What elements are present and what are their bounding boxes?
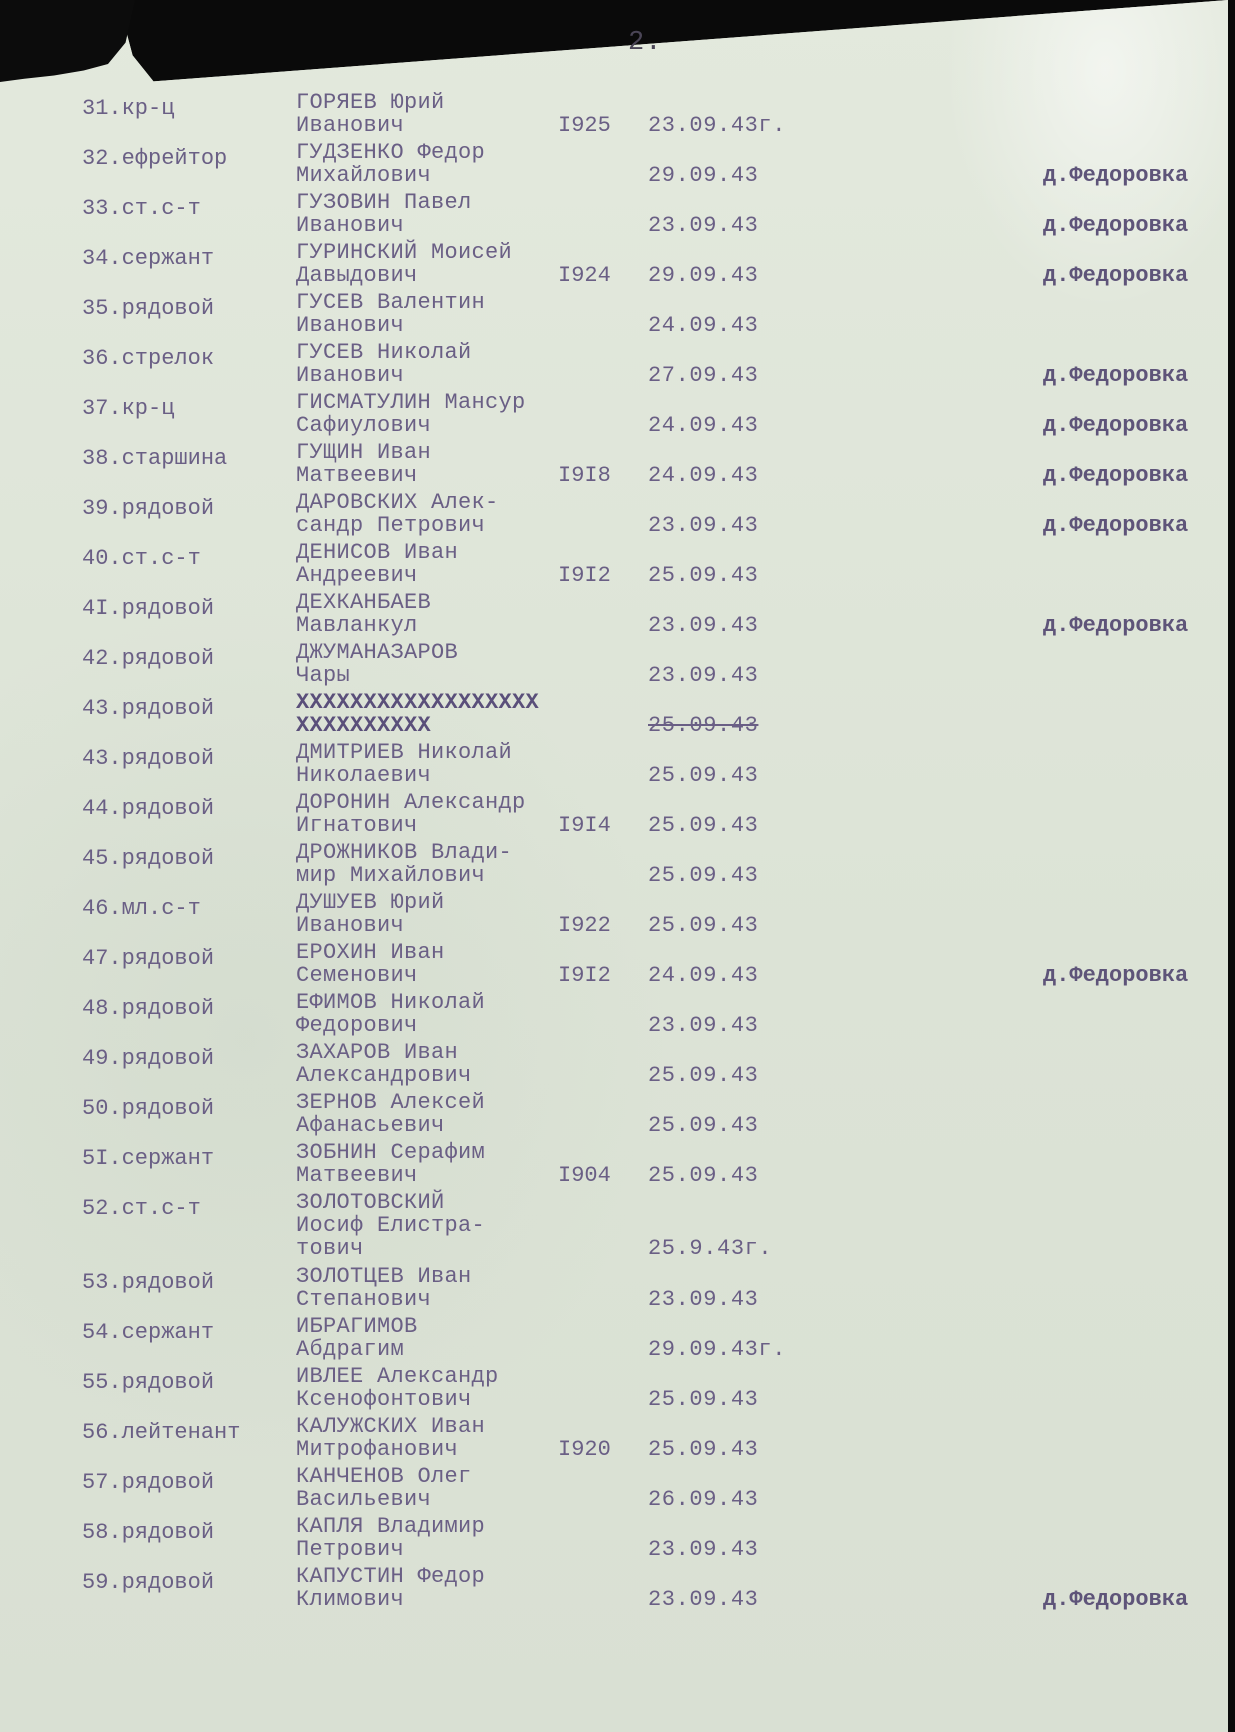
birth-year: I925 bbox=[558, 113, 611, 138]
rank-cell: 36.стрелок bbox=[82, 346, 215, 371]
burial-place: д.Федоровка bbox=[1043, 963, 1189, 988]
rank-cell: 47.рядовой bbox=[82, 946, 215, 971]
table-row bbox=[0, 1364, 1235, 1422]
table-row bbox=[0, 440, 1235, 498]
name-line-1: ГУЩИН Иван bbox=[296, 440, 432, 465]
name-line-1: ДРОЖНИКОВ Влади- bbox=[296, 840, 513, 865]
date-of-death: 23.09.43 bbox=[648, 513, 759, 538]
table-row bbox=[0, 90, 1235, 148]
rank-cell: 35.рядовой bbox=[82, 296, 215, 321]
date-of-death: 25.09.43 bbox=[648, 1113, 759, 1138]
date-of-death: 25.9.43г. bbox=[648, 1236, 773, 1261]
rank-cell: 49.рядовой bbox=[82, 1046, 215, 1071]
date-of-death: 23.09.43 bbox=[648, 1537, 759, 1562]
rank-cell: 56.лейтенант bbox=[82, 1420, 241, 1445]
name-line-2: Иванович bbox=[296, 363, 405, 388]
table-row bbox=[0, 1314, 1235, 1372]
date-of-death: 25.09.43 bbox=[648, 913, 759, 938]
name-line-1: ДМИТРИЕВ Николай bbox=[296, 740, 513, 765]
birth-year: I9I4 bbox=[558, 813, 611, 838]
table-row bbox=[0, 1264, 1235, 1322]
name-line-2: Михайлович bbox=[296, 163, 432, 188]
name-line-2: Андреевич bbox=[296, 563, 418, 588]
burial-place: д.Федоровка bbox=[1043, 513, 1189, 538]
name-line-2: Давыдович bbox=[296, 263, 418, 288]
table-row bbox=[0, 690, 1235, 748]
name-line-1: ДЕНИСОВ Иван bbox=[296, 540, 459, 565]
rank-cell: 55.рядовой bbox=[82, 1370, 215, 1395]
table-row bbox=[0, 990, 1235, 1048]
name-line-1: КАПЛЯ Владимир bbox=[296, 1514, 486, 1539]
rank-cell: 52.ст.с-т bbox=[82, 1196, 201, 1221]
table-row bbox=[0, 940, 1235, 998]
name-line-2: Петрович bbox=[296, 1537, 405, 1562]
date-of-death: 25.09.43 bbox=[648, 863, 759, 888]
name-line-3: тович bbox=[296, 1236, 364, 1261]
name-line-1: ИБРАГИМОВ bbox=[296, 1314, 418, 1339]
table-row bbox=[0, 1414, 1235, 1472]
rank-cell: 53.рядовой bbox=[82, 1270, 215, 1295]
burial-place: д.Федоровка bbox=[1043, 1587, 1189, 1612]
name-line-1: ДУШУЕВ Юрий bbox=[296, 890, 445, 915]
table-row bbox=[0, 1514, 1235, 1572]
burial-place: д.Федоровка bbox=[1043, 263, 1189, 288]
name-line-1: КАЛУЖСКИХ Иван bbox=[296, 1414, 486, 1439]
table-row bbox=[0, 840, 1235, 898]
name-line-2: ХХХХХХХХХХ bbox=[296, 713, 432, 738]
date-of-death: 23.09.43 bbox=[648, 613, 759, 638]
name-line-1: ЗОЛОТЦЕВ Иван bbox=[296, 1264, 472, 1289]
table-row bbox=[0, 590, 1235, 648]
name-line-2: Иванович bbox=[296, 113, 405, 138]
name-line-2: Абдрагим bbox=[296, 1337, 405, 1362]
burial-place: д.Федоровка bbox=[1043, 163, 1189, 188]
date-of-death: 23.09.43 bbox=[648, 1013, 759, 1038]
name-line-1: ГОРЯЕВ Юрий bbox=[296, 90, 445, 115]
name-line-1: ДЕХКАНБАЕВ bbox=[296, 590, 432, 615]
name-line-2: Сафиулович bbox=[296, 413, 432, 438]
name-line-1: ЗОБНИН Серафим bbox=[296, 1140, 486, 1165]
name-line-1: ЗЕРНОВ Алексей bbox=[296, 1090, 486, 1115]
name-line-2: Ксенофонтович bbox=[296, 1387, 472, 1412]
name-line-2: Николаевич bbox=[296, 763, 432, 788]
table-row bbox=[0, 190, 1235, 248]
burial-place: д.Федоровка bbox=[1043, 613, 1189, 638]
burial-place: д.Федоровка bbox=[1043, 213, 1189, 238]
rank-cell: 45.рядовой bbox=[82, 846, 215, 871]
birth-year: I920 bbox=[558, 1437, 611, 1462]
name-line-2: сандр Петрович bbox=[296, 513, 486, 538]
name-line-2: Иванович bbox=[296, 313, 405, 338]
date-of-death: 24.09.43 bbox=[648, 463, 759, 488]
name-line-1: ГИСМАТУЛИН Мансур bbox=[296, 390, 526, 415]
date-of-death: 24.09.43 bbox=[648, 313, 759, 338]
table-row bbox=[0, 1090, 1235, 1148]
date-of-death: 24.09.43 bbox=[648, 413, 759, 438]
name-line-1: ГУСЕВ Валентин bbox=[296, 290, 486, 315]
rank-cell: 54.сержант bbox=[82, 1320, 215, 1345]
rank-cell: 43.рядовой bbox=[82, 696, 215, 721]
table-row bbox=[0, 790, 1235, 848]
rank-cell: 31.кр-ц bbox=[82, 96, 175, 121]
burial-place: д.Федоровка bbox=[1043, 463, 1189, 488]
rank-cell: 38.старшина bbox=[82, 446, 228, 471]
name-line-2: Иосиф Елистра- bbox=[296, 1213, 486, 1238]
rank-cell: 57.рядовой bbox=[82, 1470, 215, 1495]
date-of-death: 23.09.43 bbox=[648, 213, 759, 238]
rank-cell: 5I.сержант bbox=[82, 1146, 215, 1171]
birth-year: I9I2 bbox=[558, 563, 611, 588]
table-row bbox=[0, 390, 1235, 448]
table-row bbox=[0, 890, 1235, 948]
date-of-death: 23.09.43 bbox=[648, 1587, 759, 1612]
name-line-1: ГУРИНСКИЙ Моисей bbox=[296, 240, 513, 265]
name-line-2: Чары bbox=[296, 663, 351, 688]
name-line-1: ЗОЛОТОВСКИЙ bbox=[296, 1190, 445, 1215]
name-line-1: КАПУСТИН Федор bbox=[296, 1564, 486, 1589]
table-row bbox=[0, 290, 1235, 348]
date-of-death: 29.09.43г. bbox=[648, 1337, 787, 1362]
table-row bbox=[0, 1464, 1235, 1522]
rank-cell: 37.кр-ц bbox=[82, 396, 175, 421]
name-line-1: ГУДЗЕНКО Федор bbox=[296, 140, 486, 165]
date-of-death: 23.09.43 bbox=[648, 1287, 759, 1312]
table-row bbox=[0, 640, 1235, 698]
name-line-1: ДАРОВСКИХ Алек- bbox=[296, 490, 499, 515]
burial-place: д.Федоровка bbox=[1043, 363, 1189, 388]
rank-cell: 46.мл.с-т bbox=[82, 896, 201, 921]
date-of-death: 24.09.43 bbox=[648, 963, 759, 988]
date-of-death: 23.09.43г. bbox=[648, 113, 787, 138]
rank-cell: 50.рядовой bbox=[82, 1096, 215, 1121]
name-line-1: ХХХХХХХХХХХХХХХХХХ bbox=[296, 690, 540, 715]
name-line-2: Климович bbox=[296, 1587, 405, 1612]
name-line-2: Митрофанович bbox=[296, 1437, 459, 1462]
name-line-1: ЗАХАРОВ Иван bbox=[296, 1040, 459, 1065]
name-line-1: ДОРОНИН Александр bbox=[296, 790, 526, 815]
name-line-2: Иванович bbox=[296, 913, 405, 938]
rank-cell: 59.рядовой bbox=[82, 1570, 215, 1595]
rank-cell: 33.ст.с-т bbox=[82, 196, 201, 221]
table-row bbox=[0, 540, 1235, 598]
rank-cell: 44.рядовой bbox=[82, 796, 215, 821]
table-row bbox=[0, 1140, 1235, 1198]
date-of-death: 25.09.43 bbox=[648, 1437, 759, 1462]
birth-year: I9I2 bbox=[558, 963, 611, 988]
date-of-death: 25.09.43 bbox=[648, 813, 759, 838]
rank-cell: 58.рядовой bbox=[82, 1520, 215, 1545]
table-row bbox=[0, 740, 1235, 798]
burial-place: д.Федоровка bbox=[1043, 413, 1189, 438]
name-line-1: ДЖУМАНАЗАРОВ bbox=[296, 640, 459, 665]
name-line-1: ЕРОХИН Иван bbox=[296, 940, 445, 965]
date-of-death: 25.09.43 bbox=[648, 763, 759, 788]
name-line-2: Иванович bbox=[296, 213, 405, 238]
birth-year: I924 bbox=[558, 263, 611, 288]
name-line-1: ГУЗОВИН Павел bbox=[296, 190, 472, 215]
rank-cell: 40.ст.с-т bbox=[82, 546, 201, 571]
birth-year: I9I8 bbox=[558, 463, 611, 488]
table-row bbox=[0, 1564, 1235, 1622]
name-line-2: Мавланкул bbox=[296, 613, 418, 638]
date-of-death: 27.09.43 bbox=[648, 363, 759, 388]
table-row bbox=[0, 240, 1235, 298]
name-line-2: Александрович bbox=[296, 1063, 472, 1088]
name-line-1: КАНЧЕНОВ Олег bbox=[296, 1464, 472, 1489]
birth-year: I922 bbox=[558, 913, 611, 938]
rank-cell: 42.рядовой bbox=[82, 646, 215, 671]
rank-cell: 4I.рядовой bbox=[82, 596, 215, 621]
name-line-1: ГУСЕВ Николай bbox=[296, 340, 472, 365]
table-row bbox=[0, 1190, 1235, 1261]
rank-cell: 39.рядовой bbox=[82, 496, 215, 521]
date-of-death: 25.09.43 bbox=[648, 1163, 759, 1188]
date-of-death: 29.09.43 bbox=[648, 163, 759, 188]
table-row bbox=[0, 1040, 1235, 1098]
rank-cell: 34.сержант bbox=[82, 246, 215, 271]
birth-year: I904 bbox=[558, 1163, 611, 1188]
table-row bbox=[0, 340, 1235, 398]
date-of-death: 23.09.43 bbox=[648, 663, 759, 688]
rank-cell: 32.ефрейтор bbox=[82, 146, 228, 171]
name-line-2: Афанасьевич bbox=[296, 1113, 445, 1138]
name-line-2: Степанович bbox=[296, 1287, 432, 1312]
date-of-death: 25.09.43 bbox=[648, 713, 759, 738]
table-row bbox=[0, 140, 1235, 198]
date-of-death: 25.09.43 bbox=[648, 1387, 759, 1412]
date-of-death: 25.09.43 bbox=[648, 563, 759, 588]
name-line-2: Матвеевич bbox=[296, 1163, 418, 1188]
page-number: 2. bbox=[628, 28, 663, 58]
name-line-1: ЕФИМОВ Николай bbox=[296, 990, 486, 1015]
name-line-2: мир Михайлович bbox=[296, 863, 486, 888]
name-line-2: Васильевич bbox=[296, 1487, 432, 1512]
name-line-2: Семенович bbox=[296, 963, 418, 988]
table-row bbox=[0, 490, 1235, 548]
name-line-2: Матвеевич bbox=[296, 463, 418, 488]
rank-cell: 43.рядовой bbox=[82, 746, 215, 771]
rank-cell: 48.рядовой bbox=[82, 996, 215, 1021]
name-line-2: Игнатович bbox=[296, 813, 418, 838]
name-line-2: Федорович bbox=[296, 1013, 418, 1038]
date-of-death: 29.09.43 bbox=[648, 263, 759, 288]
name-line-1: ИВЛЕЕ Александр bbox=[296, 1364, 499, 1389]
date-of-death: 25.09.43 bbox=[648, 1063, 759, 1088]
date-of-death: 26.09.43 bbox=[648, 1487, 759, 1512]
